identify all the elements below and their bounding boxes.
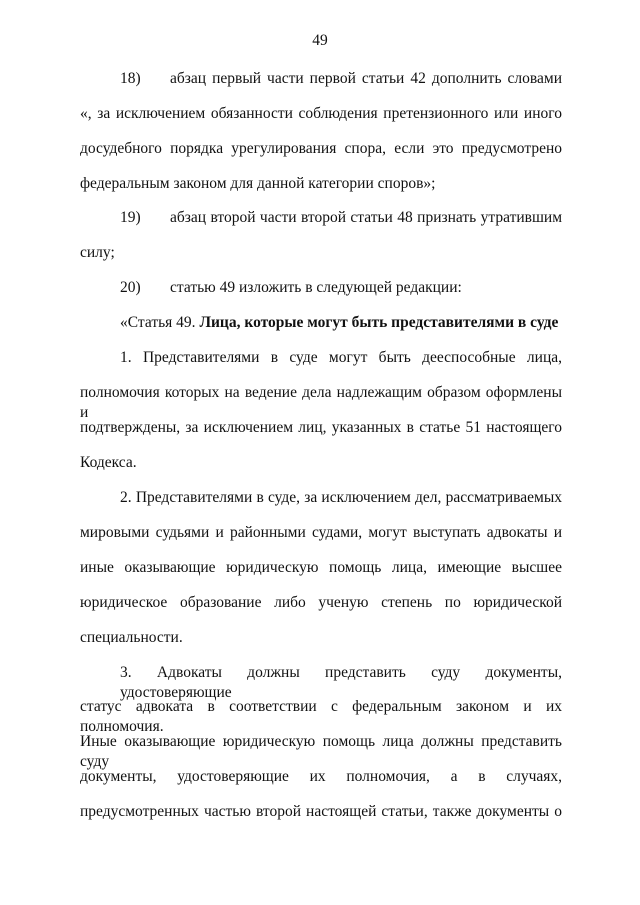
item-18-number: 18) (120, 70, 141, 87)
item-18-line: «, за исключением обязанности соблюдения претензионного или иного (80, 105, 562, 122)
paragraph-2-line: 2. Представителями в суде, за исключением дел, рассматриваемых (120, 489, 562, 506)
paragraph-3-line: статус адвоката в соответствии с федеральным законом и их полномочия. (80, 698, 562, 735)
item-20-first-line: статью 49 изложить в следующей редакции: (170, 279, 462, 296)
paragraph-3-line: Иные оказывающие юридическую помощь лица должны представить суду (80, 733, 562, 770)
paragraph-3-line: документы, удостоверяющие их полномочия, а в случаях, (80, 768, 562, 785)
paragraph-1-line: подтверждены, за исключением лиц, указанных в статье 51 настоящего (80, 419, 562, 436)
item-19-first-line: абзац второй части второй статьи 48 признать утратившим (170, 209, 562, 226)
paragraph-1-line: 1. Представителями в суде могут быть дееспособные лица, (120, 349, 562, 366)
item-20-number: 20) (120, 279, 141, 296)
item-18-line: федеральным законом для данной категории споров»; (80, 175, 436, 192)
paragraph-3-line: предусмотренных частью второй настоящей статьи, также документы о (80, 803, 562, 820)
paragraph-3-line: 3. Адвокаты должны представить суду документы, удостоверяющие (120, 664, 562, 701)
paragraph-2-line: мировыми судьями и районными судами, могут выступать адвокаты и (80, 524, 562, 541)
paragraph-2-line: специальности. (80, 629, 183, 646)
paragraph-2-line: иные оказывающие юридическую помощь лица, имеющие высшее (80, 559, 562, 576)
paragraph-2-line: юридическое образование либо ученую степень по юридической (80, 594, 562, 611)
item-19-line: силу; (80, 244, 115, 261)
item-19-number: 19) (120, 209, 141, 226)
item-18-first-line: абзац первый части первой статьи 42 дополнить словами (170, 70, 562, 87)
item-18-line: досудебного порядка урегулирования спора, если это предусмотрено (80, 140, 562, 157)
article-prefix: «Статья 49. (120, 314, 196, 331)
paragraph-1-line: полномочия которых на ведение дела надлежащим образом оформлены и (80, 384, 562, 421)
article-heading (120, 313, 562, 333)
paragraph-1-line: Кодекса. (80, 454, 137, 471)
article-title: Лица, которые могут быть представителями в суде (199, 314, 559, 331)
page-number: 49 (312, 32, 328, 49)
